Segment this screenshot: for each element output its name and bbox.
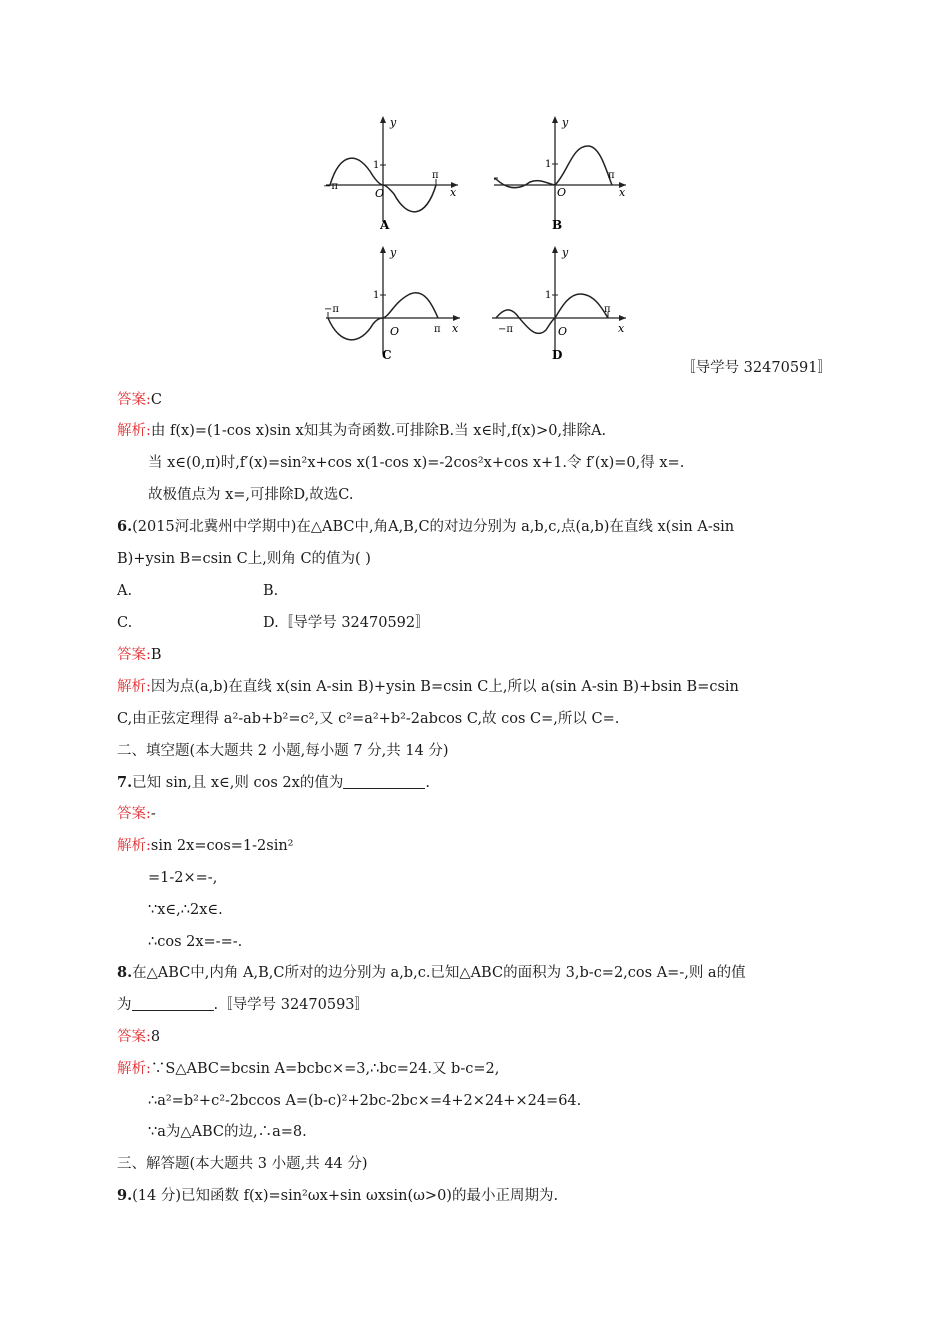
q8-answer: 8 [150, 1029, 161, 1045]
q7-answer-line [117, 804, 156, 824]
graph-a-y-label: y [390, 116, 397, 129]
graph-a-pi-label: π [432, 170, 439, 181]
graph-a-neg-pi-label: −π [323, 181, 338, 192]
q8-stem-line-1 [117, 963, 746, 983]
graph-c-one-label: 1 [373, 290, 380, 301]
q6-answer: B [150, 647, 162, 663]
graph-d-one-label: 1 [545, 290, 552, 301]
graph-c-y-label: y [390, 246, 397, 259]
q5-analysis-line-1 [117, 421, 606, 441]
q5-analysis-text-2: 当 x∈(0,π)时,f′(x)=sin²x+cos x(1-cos x)=-2cos²x+cos x+1.令 f′(x)=0,得 x=. [148, 455, 685, 471]
graph-d-pi-label: π [604, 304, 611, 315]
q7-answer-blank [343, 774, 425, 789]
answer-option-graphs [318, 112, 638, 362]
q7-answer: - [150, 806, 156, 822]
graph-b-origin-label: O [557, 186, 567, 199]
graph-c-neg-pi-label: −π [324, 304, 339, 315]
section-3-heading: 三、解答题(本大题共 3 小题,共 44 分) [117, 1156, 368, 1172]
graph-c [318, 242, 468, 362]
q8-answer-blank [132, 996, 214, 1011]
graph-a-one-label: 1 [373, 160, 380, 171]
graph-c-x-label: x [452, 322, 459, 335]
q7-analysis-line-1 [117, 836, 294, 856]
q8-number: 8. [117, 964, 133, 981]
q7-stem-pre: 已知 sin,且 x∈,则 cos 2x的值为 [132, 775, 344, 791]
section-2-heading: 二、填空题(本大题共 2 小题,每小题 7 分,共 14 分) [117, 743, 449, 759]
q7-analysis-text-1: sin 2x=cos=1-2sin² [150, 838, 294, 854]
graph-b-x-label: x [619, 186, 626, 199]
q6-analysis-text-2: C,由正弦定理得 a²-ab+b²=c²,又 c²=a²+b²-2abcos C,故 cos C=,所以 C=. [117, 711, 620, 727]
q5-guide-number: 〚导学号 32470591〛 [681, 360, 832, 376]
q6-stem-line-1 [117, 517, 734, 537]
q7-analysis-label: 解析: [117, 838, 151, 854]
q6-stem-1: (2015河北冀州中学期中)在△ABC中,角A,B,C的对边分别为 a,b,c,点(a,b)在直线 x(sin A-sin [132, 519, 735, 535]
graph-b-pi-label: π [608, 170, 615, 181]
graph-c-option-label: C [382, 348, 392, 362]
q7-analysis-text-2: =1-2×=-, [148, 870, 218, 886]
graph-b [490, 112, 640, 232]
q6-analysis-label: 解析: [117, 679, 151, 695]
q6-answer-label: 答案: [117, 647, 151, 663]
q5-analysis-text-3: 故极值点为 x=,可排除D,故选C. [148, 487, 354, 503]
q6-answer-line [117, 645, 162, 665]
q7-answer-label: 答案: [117, 806, 151, 822]
graph-d [490, 242, 640, 362]
q8-stem-1: 在△ABC中,内角 A,B,C所对的边分别为 a,b,c.已知△ABC的面积为 3,b-c=2,cos A=-,则 a的值 [132, 965, 746, 981]
q5-analysis-text-1: 由 f(x)=(1-cos x)sin x知其为奇函数.可排除B.当 x∈时,f(x)>0,排除A. [150, 423, 607, 439]
q5-answer: C [150, 392, 162, 408]
q5-analysis-label: 解析: [117, 423, 151, 439]
graph-b-option-label: B [552, 218, 563, 232]
graph-a-option-label: A [380, 218, 390, 232]
q9-number: 9. [117, 1187, 133, 1204]
q8-analysis-label: 解析: [117, 1061, 151, 1077]
q5-answer-line [117, 390, 162, 410]
q6-option-a: A. [117, 583, 133, 599]
q9-stem: (14 分)已知函数 f(x)=sin²ωx+sin ωxsin(ω>0)的最小正周期为. [132, 1188, 559, 1204]
q8-analysis-text-3: ∵a为△ABC的边,∴a=8. [148, 1124, 307, 1140]
q8-analysis-line-1 [117, 1059, 499, 1079]
q7-analysis-text-3: ∵x∈,∴2x∈. [148, 902, 223, 918]
q9-stem-line [117, 1186, 558, 1206]
q6-stem-2: B)+ysin B=csin C上,则角 C的值为( ) [117, 551, 371, 567]
q8-stem-2-pre: 为 [117, 997, 132, 1013]
graph-b-one-label: 1 [545, 159, 552, 170]
q8-stem-2-post: .〚导学号 32470593〛 [213, 997, 370, 1013]
graph-d-x-label: x [618, 322, 625, 335]
q6-number: 6. [117, 518, 133, 535]
q8-stem-line-2 [117, 995, 369, 1015]
q6-analysis-line-1 [117, 677, 739, 697]
q6-option-d: D.〚导学号 32470592〛 [263, 615, 430, 631]
q6-option-c: C. [117, 615, 133, 631]
graph-d-origin-label: O [558, 325, 568, 338]
q7-stem-line [117, 773, 430, 793]
q8-answer-line [117, 1027, 160, 1047]
graph-d-neg-pi-label: −π [498, 324, 513, 335]
graph-c-pi-label: π [434, 324, 441, 335]
graph-d-option-label: D [552, 348, 563, 362]
q7-number: 7. [117, 774, 133, 791]
graph-a-origin-label: O [375, 187, 385, 200]
graph-a-x-label: x [450, 186, 457, 199]
q6-analysis-text-1: 因为点(a,b)在直线 x(sin A-sin B)+ysin B=csin C上,所以 a(sin A-sin B)+bsin B=csin [150, 679, 739, 695]
q8-analysis-text-1: ∵S△ABC=bcsin A=bcbc×=3,∴bc=24.又 b-c=2, [150, 1061, 500, 1077]
q5-answer-label: 答案: [117, 392, 151, 408]
graph-d-y-label: y [562, 246, 569, 259]
q8-answer-label: 答案: [117, 1029, 151, 1045]
q7-stem-post: . [425, 775, 430, 791]
graph-a [318, 112, 468, 232]
q6-option-b: B. [263, 583, 279, 599]
q8-analysis-text-2: ∴a²=b²+c²-2bccos A=(b-c)²+2bc-2bc×=4+2×24+×24=64. [148, 1093, 582, 1109]
q7-analysis-text-4: ∴cos 2x=-=-. [148, 934, 243, 950]
graph-c-origin-label: O [390, 325, 400, 338]
graph-b-y-label: y [562, 116, 569, 129]
